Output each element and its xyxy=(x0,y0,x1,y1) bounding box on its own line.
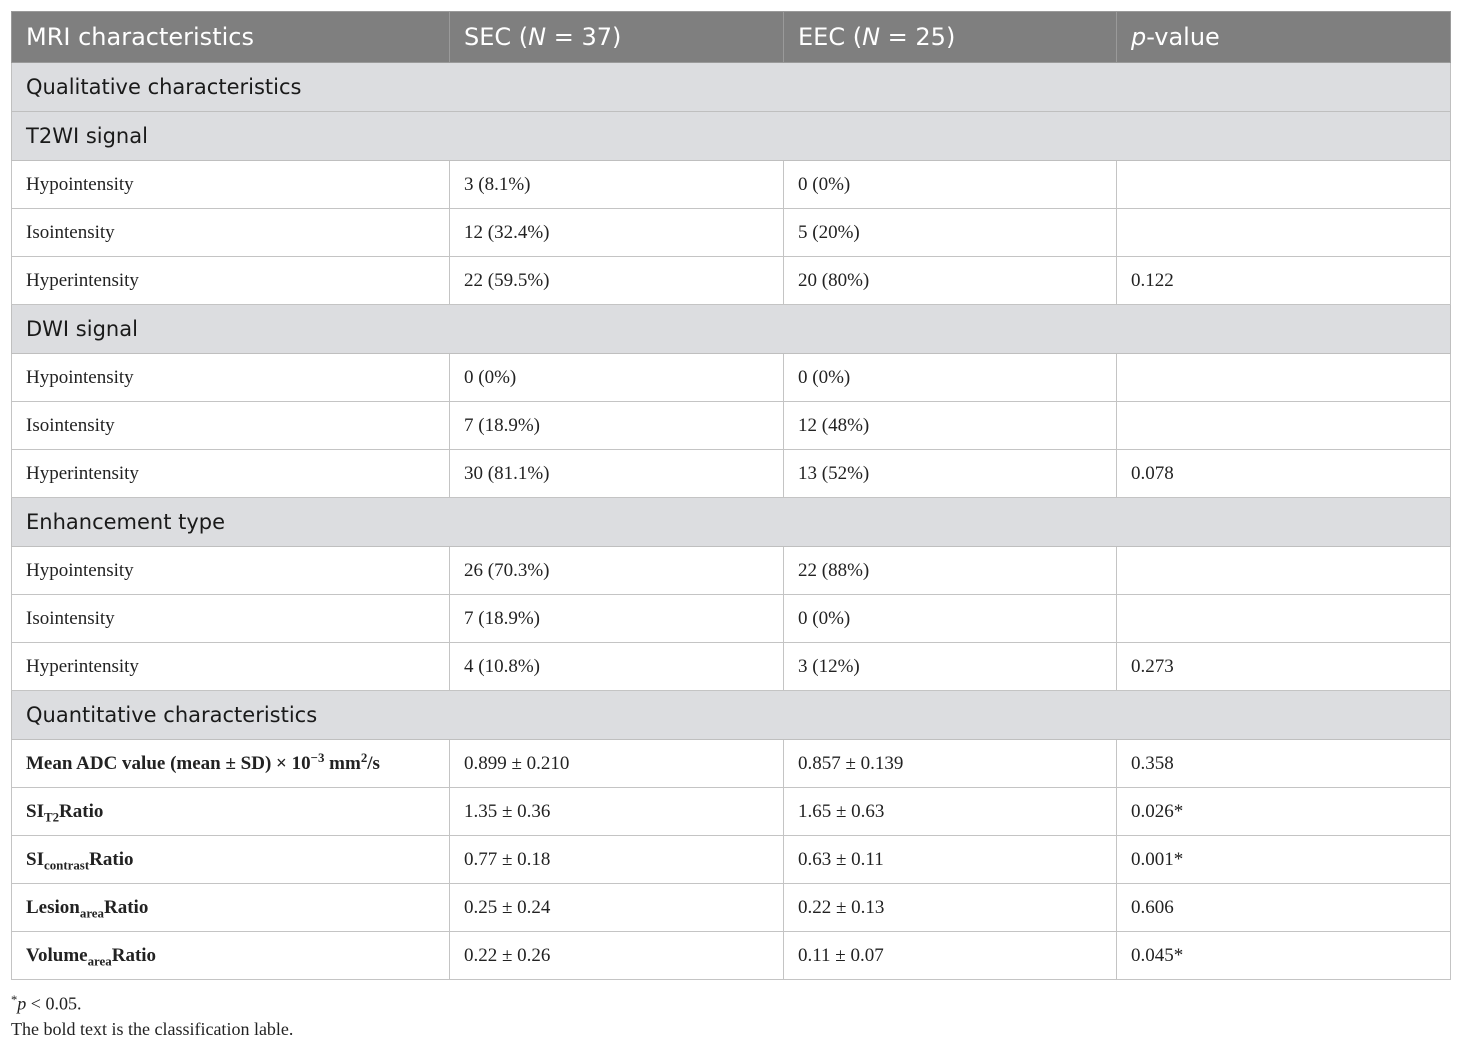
sec-value: 7 (18.9%) xyxy=(450,595,784,643)
eec-value: 0.11 ± 0.07 xyxy=(784,932,1117,980)
table-row xyxy=(12,450,1451,498)
p-value: 0.273 xyxy=(1117,643,1451,691)
eec-value: 3 (12%) xyxy=(784,643,1117,691)
eec-value: 20 (80%) xyxy=(784,257,1117,305)
eec-value: 0 (0%) xyxy=(784,354,1117,402)
p-value: 0.606 xyxy=(1117,884,1451,932)
row-label: Lesion$_{area}$Ratio xyxy=(12,884,450,932)
sec-value: 30 (81.1%) xyxy=(450,450,784,498)
sec-value: 26 (70.3%) xyxy=(450,547,784,595)
section-label: Qualitative characteristics xyxy=(12,63,1451,112)
p-value: 0.045* xyxy=(1117,932,1451,980)
row-label: $SI_{T2}Ratio$ xyxy=(12,788,450,836)
header-sec: SEC (N = 37) xyxy=(450,12,784,63)
row-label: Hyperintensity xyxy=(12,643,450,691)
table-row xyxy=(12,547,1451,595)
eec-value: 0.857 ± 0.139 xyxy=(784,740,1117,788)
eec-value: 0 (0%) xyxy=(784,595,1117,643)
sec-value: 0.25 ± 0.24 xyxy=(450,884,784,932)
sec-value: 12 (32.4%) xyxy=(450,209,784,257)
mri-characteristics-table xyxy=(11,11,1451,980)
header-eec: EEC (N = 25) xyxy=(784,12,1117,63)
table-row xyxy=(12,402,1451,450)
significance-footnote: *p < 0.05. xyxy=(11,993,82,1014)
table-row xyxy=(12,788,1451,836)
sec-value: 1.35 ± 0.36 xyxy=(450,788,784,836)
eec-value: 12 (48%) xyxy=(784,402,1117,450)
table-row xyxy=(12,354,1451,402)
eec-value: 1.65 ± 0.63 xyxy=(784,788,1117,836)
row-label: Hyperintensity xyxy=(12,257,450,305)
sec-value: 0.22 ± 0.26 xyxy=(450,932,784,980)
eec-value: 5 (20%) xyxy=(784,209,1117,257)
table-row xyxy=(12,884,1451,932)
p-value: 0.122 xyxy=(1117,257,1451,305)
section-row-enhancement xyxy=(12,498,1451,547)
table-row xyxy=(12,740,1451,788)
p-value xyxy=(1117,402,1451,450)
table-footnotes xyxy=(11,988,293,1042)
bold-text-footnote: The bold text is the classification lable. xyxy=(11,1018,294,1039)
section-row-qualitative xyxy=(12,63,1451,112)
table-header-row xyxy=(12,12,1451,63)
row-label: Hypointensity xyxy=(12,161,450,209)
row-label: Hyperintensity xyxy=(12,450,450,498)
header-mri-characteristics: MRI characteristics xyxy=(12,12,450,63)
row-label: Isointensity xyxy=(12,595,450,643)
p-value xyxy=(1117,595,1451,643)
section-label: Enhancement type xyxy=(12,498,1451,547)
eec-value: 0.63 ± 0.11 xyxy=(784,836,1117,884)
p-value: 0.078 xyxy=(1117,450,1451,498)
eec-value: 22 (88%) xyxy=(784,547,1117,595)
sec-value: 0.899 ± 0.210 xyxy=(450,740,784,788)
p-value: 0.358 xyxy=(1117,740,1451,788)
table-row xyxy=(12,836,1451,884)
row-label: $SI_{contrast}Ratio$ xyxy=(12,836,450,884)
row-label: Hypointensity xyxy=(12,547,450,595)
table-row xyxy=(12,209,1451,257)
p-value: 0.026* xyxy=(1117,788,1451,836)
sec-value: 0 (0%) xyxy=(450,354,784,402)
table-row xyxy=(12,257,1451,305)
table-row xyxy=(12,595,1451,643)
section-row-quantitative xyxy=(12,691,1451,740)
section-label: Quantitative characteristics xyxy=(12,691,1451,740)
sec-value: 4 (10.8%) xyxy=(450,643,784,691)
sec-value: 22 (59.5%) xyxy=(450,257,784,305)
table-row xyxy=(12,643,1451,691)
p-value xyxy=(1117,209,1451,257)
eec-value: 13 (52%) xyxy=(784,450,1117,498)
row-label: Isointensity xyxy=(12,209,450,257)
section-label: DWI signal xyxy=(12,305,1451,354)
row-label: Hypointensity xyxy=(12,354,450,402)
p-value: 0.001* xyxy=(1117,836,1451,884)
sec-value: 3 (8.1%) xyxy=(450,161,784,209)
section-row-t2wi xyxy=(12,112,1451,161)
section-label: T2WI signal xyxy=(12,112,1451,161)
section-row-dwi xyxy=(12,305,1451,354)
row-label: Isointensity xyxy=(12,402,450,450)
sec-value: 7 (18.9%) xyxy=(450,402,784,450)
row-label: Volume$_{area}$Ratio xyxy=(12,932,450,980)
eec-value: 0 (0%) xyxy=(784,161,1117,209)
p-value xyxy=(1117,547,1451,595)
p-value xyxy=(1117,161,1451,209)
p-value xyxy=(1117,354,1451,402)
header-p-value: p-value xyxy=(1117,12,1451,63)
table-row xyxy=(12,161,1451,209)
eec-value: 0.22 ± 0.13 xyxy=(784,884,1117,932)
sec-value: 0.77 ± 0.18 xyxy=(450,836,784,884)
table-row xyxy=(12,932,1451,980)
row-label: Mean ADC value (mean ± $SD) \times 10^{-3}$ $mm^2/s$ xyxy=(12,740,450,788)
